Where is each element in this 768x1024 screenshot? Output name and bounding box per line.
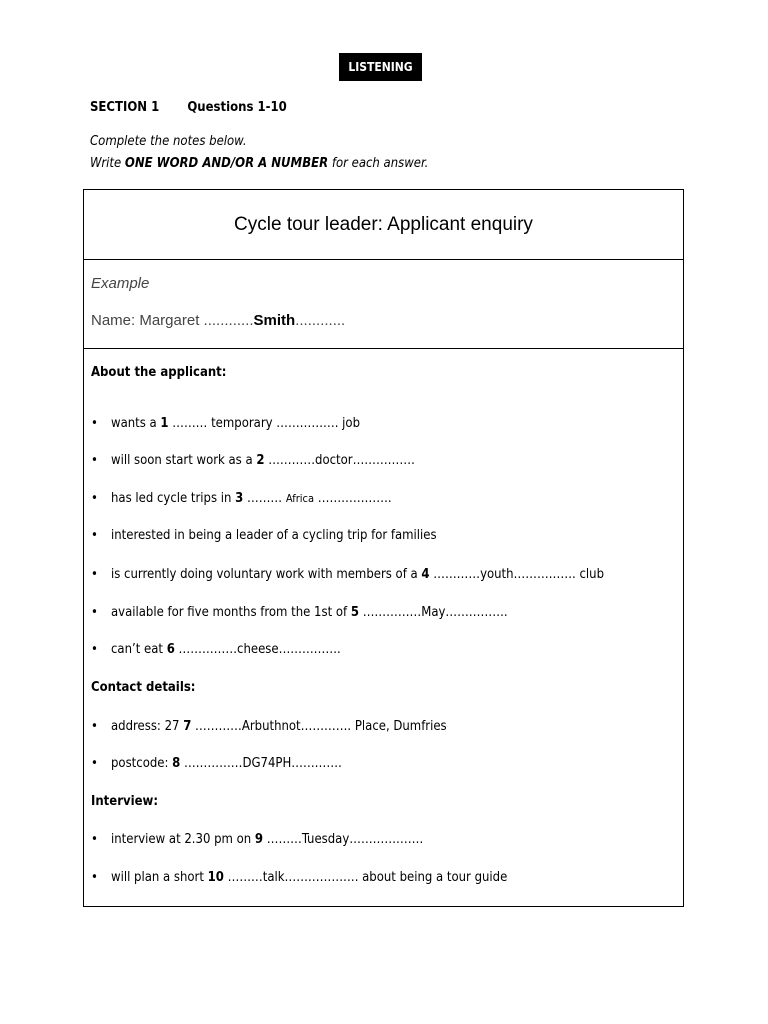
instruction-pre: Write [90,156,125,171]
example-label: Example [91,275,150,292]
note-text: postcode: [111,756,173,771]
question-number: 5 [350,605,360,620]
question-number: 9 [254,832,264,847]
example-pre: Name: Margaret ............ [91,312,254,329]
question-number: 7 [183,719,192,734]
note-text: can’t eat [111,642,167,657]
instruction-line-2 [90,156,428,171]
note-answer: …………doctor……………. [264,453,415,468]
note-text: will soon start work as a [111,453,257,468]
bullet-icon: • [91,491,98,506]
example-answer-line [91,312,345,329]
note-text: has led cycle trips in [111,491,236,506]
question-number: 10 [207,870,224,885]
question-number: 2 [256,453,265,468]
questions-label: Questions 1-10 [187,100,287,115]
question-number: 3 [235,491,244,506]
note-item [91,491,392,506]
example-post: ............ [295,312,346,329]
bullet-icon: • [91,642,98,657]
note-answer: …………youth……………. club [429,567,604,582]
instruction-post: for each answer. [328,156,429,171]
question-number: 8 [172,756,181,771]
bullet-icon: • [91,416,98,431]
note-item [91,567,604,582]
listening-badge: LISTENING [339,53,422,81]
bullet-icon: • [91,528,98,543]
bullet-icon: • [91,719,98,734]
note-text: wants a [111,416,161,431]
note-item [91,453,415,468]
note-item [91,416,360,431]
bullet-icon: • [91,832,98,847]
note-answer-tail: ………………. [314,491,392,506]
bullet-icon: • [91,870,98,885]
form-title: Cycle tour leader: Applicant enquiry [84,190,683,260]
question-number: 4 [421,567,430,582]
note-item [91,756,342,771]
instruction-line-1: Complete the notes below. [90,134,247,149]
bullet-icon: • [91,567,98,582]
note-answer: …………Arbuthnot…………. Place, Dumfries [191,719,447,734]
bullet-icon: • [91,605,98,620]
note-text: will plan a short [111,870,208,885]
note-item [91,832,423,847]
note-item [91,642,341,657]
note-answer: ……………May……………. [359,605,508,620]
note-text: address: 27 [111,719,184,734]
heading-about-applicant: About the applicant: [91,365,227,380]
note-item [91,528,437,543]
notes-form [83,189,684,907]
note-text: is currently doing voluntary work with members of a [111,567,422,582]
note-answer: ……… temporary ……………. job [168,416,361,431]
note-answer-small: Africa [285,492,315,505]
question-number: 6 [166,642,175,657]
note-answer: ………Tuesday………………. [263,832,424,847]
note-text: available for five months from the 1st of [111,605,351,620]
note-text: interview at 2.30 pm on [111,832,255,847]
instruction-emphasis: ONE WORD AND/OR A NUMBER [124,156,329,171]
note-item [91,605,508,620]
note-item [91,719,447,734]
note-text: interested in being a leader of a cycling trip for families [111,528,437,543]
bullet-icon: • [91,453,98,468]
section-label: SECTION 1 [90,100,160,115]
note-item [91,870,507,885]
heading-interview: Interview: [91,794,159,809]
note-answer: ……………DG74PH…………. [180,756,342,771]
example-answer: Smith [253,312,296,329]
note-answer: ……………cheese……………. [174,642,341,657]
note-answer: ………talk………………. about being a tour guide [223,870,508,885]
question-number: 1 [160,416,169,431]
example-section [84,260,683,349]
section-heading [90,100,287,115]
bullet-icon: • [91,756,98,771]
heading-contact-details: Contact details: [91,680,196,695]
note-answer: ……… [243,491,286,506]
